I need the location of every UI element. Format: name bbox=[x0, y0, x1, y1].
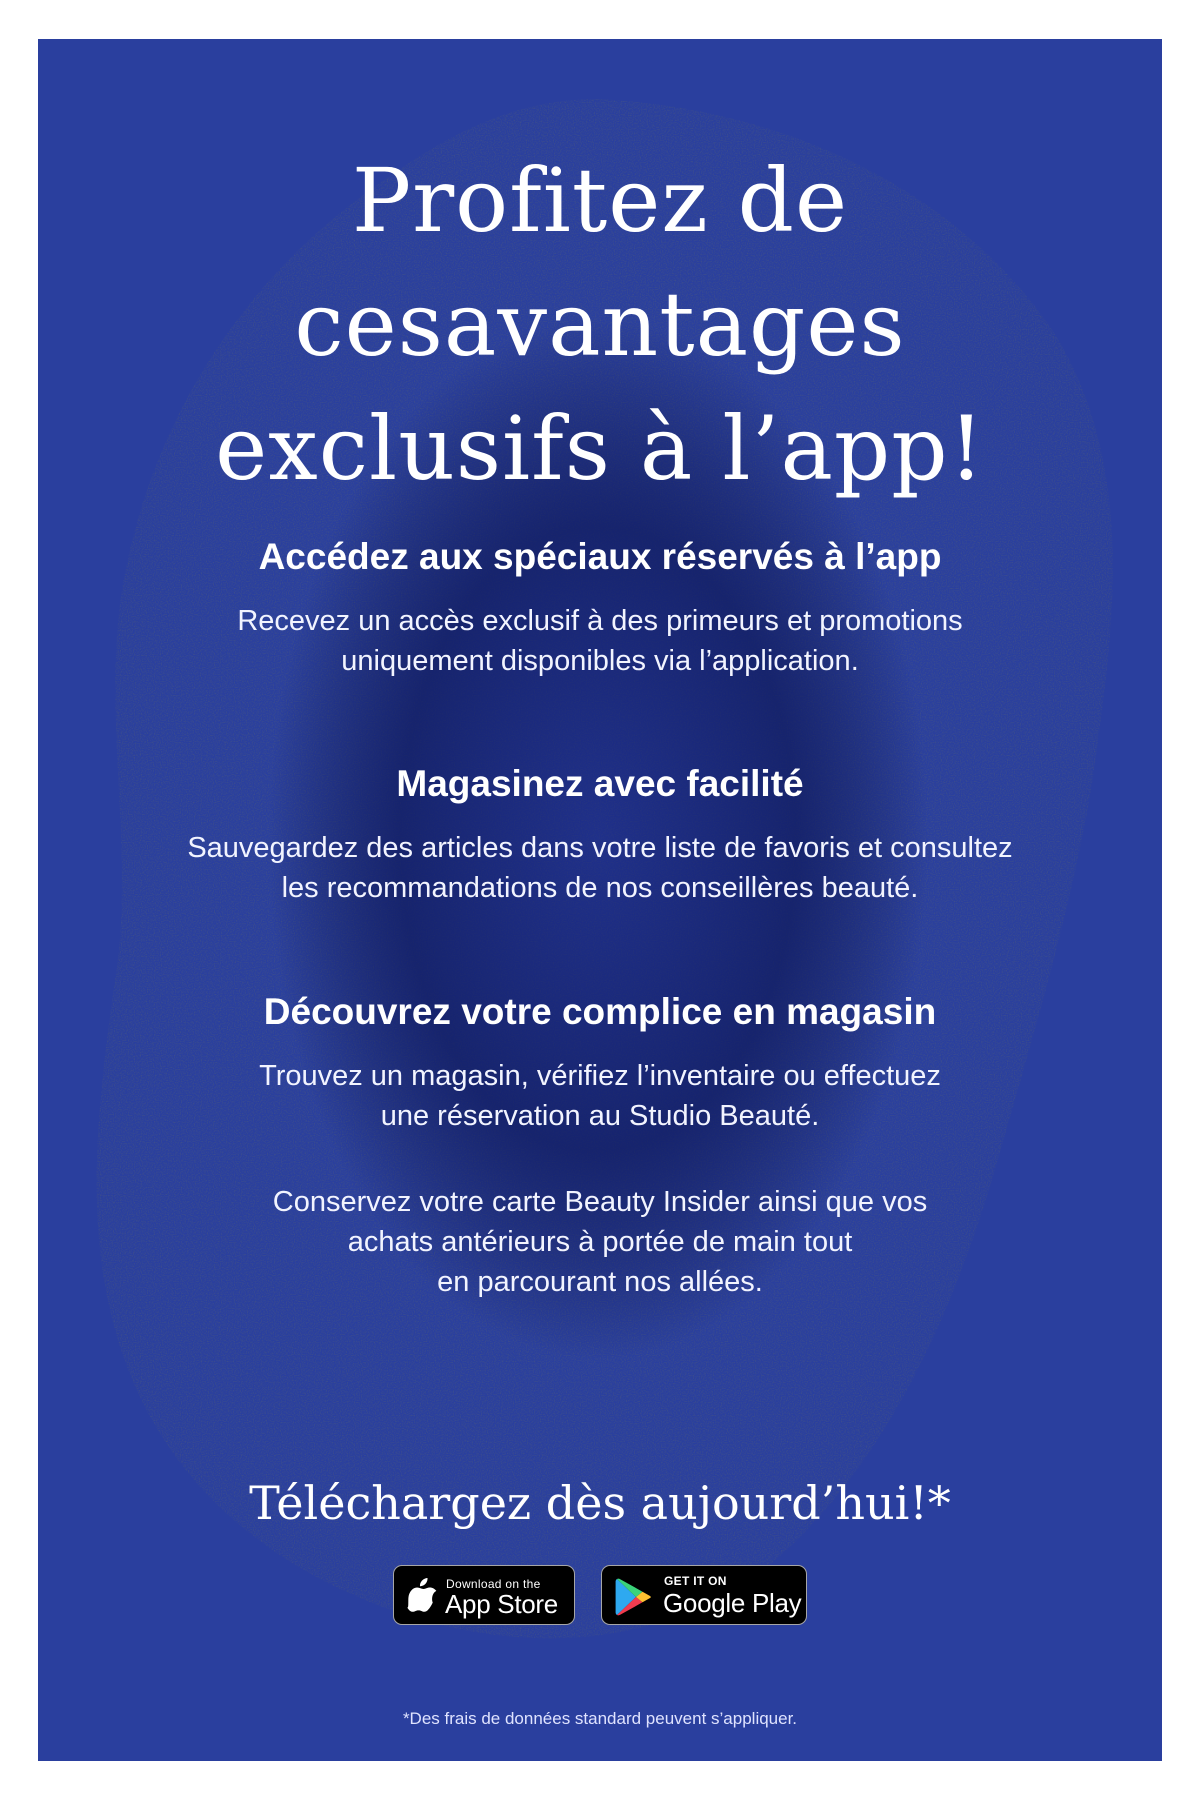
headline-line-2: exclusifs à l’app! bbox=[215, 397, 985, 500]
google-play-big-label: Google Play bbox=[663, 1588, 802, 1618]
feature-title-app-specials: Accédez aux spéciaux réservés à l’app bbox=[258, 536, 942, 577]
headline bbox=[38, 139, 1162, 511]
feature-body-app-specials bbox=[38, 601, 1162, 681]
body-line: uniquement disponibles via l’application. bbox=[341, 645, 859, 677]
google-play-badge[interactable] bbox=[601, 1565, 807, 1625]
app-store-big-label: App Store bbox=[445, 1589, 558, 1619]
feature-title-easy-shopping: Magasinez avec facilité bbox=[396, 763, 804, 804]
footnote: *Des frais de données standard peuvent s’appliquer. bbox=[402, 1709, 798, 1728]
body-line: en parcourant nos allées. bbox=[437, 1266, 763, 1298]
body-line: Sauvegardez des articles dans votre liste de favoris et consultez bbox=[187, 832, 1013, 864]
feature-body-in-store bbox=[38, 1056, 1162, 1136]
google-play-icon bbox=[614, 1577, 654, 1617]
body-line: les recommandations de nos conseillères beauté. bbox=[281, 872, 919, 904]
app-store-small-label: Download on the bbox=[446, 1577, 541, 1591]
promo-poster bbox=[38, 39, 1162, 1761]
body-line: Recevez un accès exclusif à des primeurs et promotions bbox=[237, 605, 963, 637]
google-play-small-label: GET IT ON bbox=[664, 1574, 727, 1588]
feature-body-beauty-insider bbox=[38, 1182, 1162, 1302]
app-store-badge[interactable] bbox=[393, 1565, 575, 1625]
body-line: achats antérieurs à portée de main tout bbox=[347, 1226, 853, 1258]
body-line: Conservez votre carte Beauty Insider ainsi que vos bbox=[272, 1186, 928, 1218]
store-badges bbox=[38, 1565, 1162, 1625]
download-cta: Téléchargez dès aujourd’hui!* bbox=[249, 1476, 951, 1530]
body-line: une réservation au Studio Beauté. bbox=[380, 1100, 820, 1132]
body-line: Trouvez un magasin, vérifiez l’inventaire ou effectuez bbox=[259, 1060, 941, 1092]
feature-title-in-store: Découvrez votre complice en magasin bbox=[263, 991, 937, 1032]
headline-line-1: Profitez de cesavantages bbox=[294, 149, 906, 376]
feature-body-easy-shopping bbox=[38, 828, 1162, 908]
apple-icon bbox=[407, 1576, 437, 1614]
